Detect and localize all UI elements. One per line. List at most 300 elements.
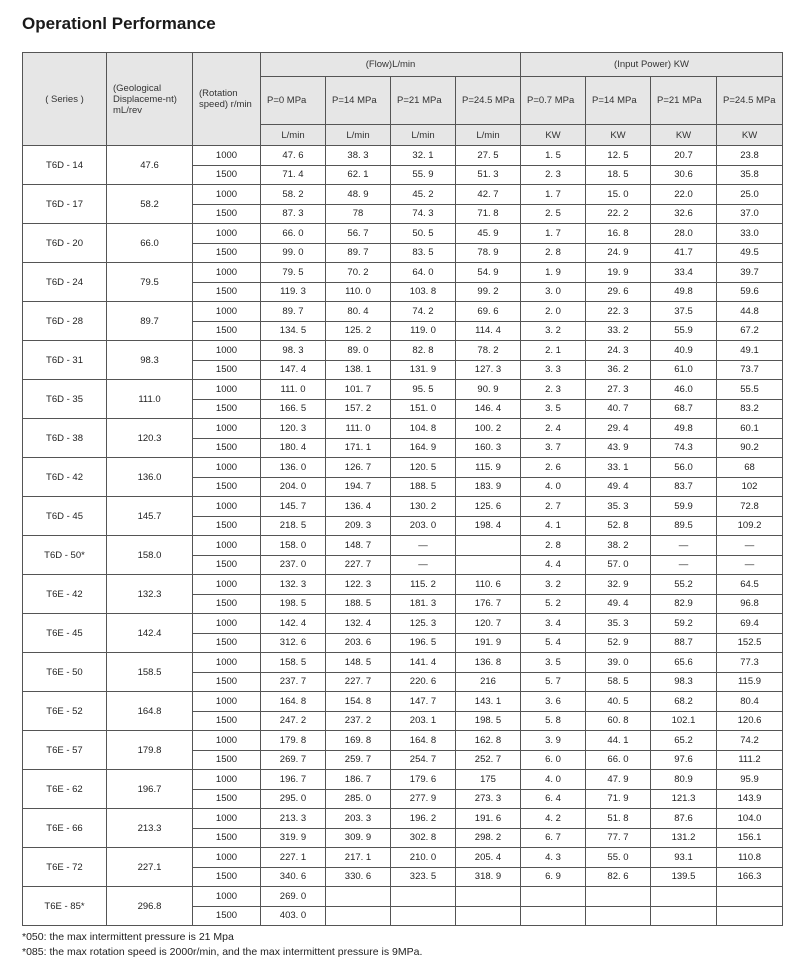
power-unit-header: KW	[651, 125, 717, 146]
speed-cell: 1000	[193, 887, 261, 907]
flow-group-header: (Flow)L/min	[261, 53, 521, 77]
flow-cell: —	[391, 555, 456, 575]
power-cell: 38. 2	[586, 536, 651, 556]
flow-cell: 99. 2	[456, 282, 521, 302]
displacement-cell: 158.0	[107, 536, 193, 575]
series-name-cell: T6E - 42	[23, 575, 107, 614]
displacement-cell: 213.3	[107, 809, 193, 848]
series-name-cell: T6D - 38	[23, 419, 107, 458]
flow-cell: 158. 5	[261, 653, 326, 673]
power-cell: 61.0	[651, 360, 717, 380]
flow-cell: 115. 9	[456, 458, 521, 478]
power-cell: 55.2	[651, 575, 717, 595]
power-cell: 102	[717, 477, 783, 497]
flow-cell: 32. 1	[391, 146, 456, 166]
flow-cell: 110. 0	[326, 282, 391, 302]
flow-cell: 120. 7	[456, 614, 521, 634]
flow-cell: 74. 3	[391, 204, 456, 224]
series-name-cell: T6D - 14	[23, 146, 107, 185]
flow-cell: 180. 4	[261, 438, 326, 458]
series-name-cell: T6D - 28	[23, 302, 107, 341]
speed-cell: 1000	[193, 302, 261, 322]
power-cell: 90.2	[717, 438, 783, 458]
table-row	[23, 146, 783, 166]
flow-cell	[456, 536, 521, 556]
power-cell: 49.1	[717, 341, 783, 361]
power-cell: 66. 0	[586, 750, 651, 770]
speed-cell: 1000	[193, 146, 261, 166]
displacement-cell: 89.7	[107, 302, 193, 341]
flow-cell: 55. 9	[391, 165, 456, 185]
flow-cell: 188. 5	[391, 477, 456, 497]
power-cell: 22.0	[651, 185, 717, 205]
flow-cell: 157. 2	[326, 399, 391, 419]
power-cell	[717, 887, 783, 907]
power-cell: 40. 5	[586, 692, 651, 712]
speed-cell: 1000	[193, 185, 261, 205]
power-cell: 44. 1	[586, 731, 651, 751]
power-cell: 59.6	[717, 282, 783, 302]
series-name-cell: T6D - 17	[23, 185, 107, 224]
flow-cell: 99. 0	[261, 243, 326, 263]
flow-cell: 237. 2	[326, 711, 391, 731]
power-cell: 120.6	[717, 711, 783, 731]
power-cell: 110.8	[717, 848, 783, 868]
flow-cell: 136. 0	[261, 458, 326, 478]
flow-cell: 71. 8	[456, 204, 521, 224]
power-unit-header: KW	[586, 125, 651, 146]
power-cell: 51. 8	[586, 809, 651, 829]
power-cell: 22. 2	[586, 204, 651, 224]
speed-cell: 1500	[193, 360, 261, 380]
flow-cell: 205. 4	[456, 848, 521, 868]
flow-cell: 125. 3	[391, 614, 456, 634]
power-cell: 49.8	[651, 419, 717, 439]
flow-cell: 114. 4	[456, 321, 521, 341]
speed-cell: 1500	[193, 516, 261, 536]
displacement-cell: 142.4	[107, 614, 193, 653]
flow-cell	[456, 906, 521, 926]
power-cell: 23.8	[717, 146, 783, 166]
flow-cell: 62. 1	[326, 165, 391, 185]
flow-cell: 100. 2	[456, 419, 521, 439]
power-cell: 80.9	[651, 770, 717, 790]
power-cell: 2. 1	[521, 341, 586, 361]
power-cell: 65.6	[651, 653, 717, 673]
power-cell: 6. 7	[521, 828, 586, 848]
power-cell: 24. 3	[586, 341, 651, 361]
power-cell: 28.0	[651, 224, 717, 244]
flow-cell: 191. 9	[456, 633, 521, 653]
power-cell: 60. 8	[586, 711, 651, 731]
flow-cell: 98. 3	[261, 341, 326, 361]
power-cell: 2. 7	[521, 497, 586, 517]
flow-cell: 145. 7	[261, 497, 326, 517]
displacement-cell: 120.3	[107, 419, 193, 458]
table-row	[23, 224, 783, 244]
speed-cell: 1500	[193, 399, 261, 419]
power-cell: 58. 5	[586, 672, 651, 692]
flow-cell: 295. 0	[261, 789, 326, 809]
flow-cell: 89. 7	[326, 243, 391, 263]
speed-cell: 1000	[193, 692, 261, 712]
power-cell: 3. 5	[521, 653, 586, 673]
speed-cell: 1000	[193, 224, 261, 244]
power-cell: 59.9	[651, 497, 717, 517]
power-cell: 32.6	[651, 204, 717, 224]
displacement-cell: 158.5	[107, 653, 193, 692]
flow-cell: 196. 2	[391, 809, 456, 829]
power-cell: —	[651, 555, 717, 575]
power-cell: 41.7	[651, 243, 717, 263]
flow-cell: 143. 1	[456, 692, 521, 712]
flow-cell: 302. 8	[391, 828, 456, 848]
power-cell: 33. 2	[586, 321, 651, 341]
power-cell: 3. 6	[521, 692, 586, 712]
power-cell: 27. 3	[586, 380, 651, 400]
flow-cell: 131. 9	[391, 360, 456, 380]
displacement-cell: 164.8	[107, 692, 193, 731]
power-cell: 1. 7	[521, 185, 586, 205]
power-cell	[651, 887, 717, 907]
table-row	[23, 653, 783, 673]
flow-cell: 111. 0	[261, 380, 326, 400]
power-cell: 20.7	[651, 146, 717, 166]
power-cell: 60.1	[717, 419, 783, 439]
power-cell: 4. 2	[521, 809, 586, 829]
speed-cell: 1500	[193, 438, 261, 458]
flow-cell: 158. 0	[261, 536, 326, 556]
power-unit-header: KW	[521, 125, 586, 146]
power-cell	[717, 906, 783, 926]
speed-cell: 1500	[193, 633, 261, 653]
power-cell: 37.0	[717, 204, 783, 224]
flow-cell: 64. 0	[391, 263, 456, 283]
flow-cell: 147. 4	[261, 360, 326, 380]
flow-cell: 45. 2	[391, 185, 456, 205]
flow-cell: 119. 0	[391, 321, 456, 341]
power-cell	[586, 906, 651, 926]
power-cell: 3. 7	[521, 438, 586, 458]
flow-unit-header: L/min	[456, 125, 521, 146]
flow-cell: 130. 2	[391, 497, 456, 517]
flow-cell: 71. 4	[261, 165, 326, 185]
flow-cell: 111. 0	[326, 419, 391, 439]
power-cell: 1. 5	[521, 146, 586, 166]
power-cell: 4. 1	[521, 516, 586, 536]
power-cell: 83.7	[651, 477, 717, 497]
displacement-cell: 179.8	[107, 731, 193, 770]
flow-cell: 120. 3	[261, 419, 326, 439]
flow-pressure-header: P=0 MPa	[261, 77, 326, 125]
power-cell: 82.9	[651, 594, 717, 614]
power-cell: 32. 9	[586, 575, 651, 595]
flow-cell: 323. 5	[391, 867, 456, 887]
power-cell: 2. 6	[521, 458, 586, 478]
table-row	[23, 770, 783, 790]
power-cell: 2. 3	[521, 165, 586, 185]
flow-cell: 110. 6	[456, 575, 521, 595]
flow-cell: 78. 9	[456, 243, 521, 263]
power-cell: 72.8	[717, 497, 783, 517]
speed-cell: 1500	[193, 477, 261, 497]
flow-cell: 141. 4	[391, 653, 456, 673]
flow-cell: 151. 0	[391, 399, 456, 419]
power-cell: 55.5	[717, 380, 783, 400]
speed-cell: 1000	[193, 653, 261, 673]
flow-cell: 148. 7	[326, 536, 391, 556]
power-cell: 111.2	[717, 750, 783, 770]
displacement-cell: 296.8	[107, 887, 193, 926]
flow-cell: 38. 3	[326, 146, 391, 166]
flow-cell: 79. 5	[261, 263, 326, 283]
flow-pressure-header: P=14 MPa	[326, 77, 391, 125]
power-cell: 93.1	[651, 848, 717, 868]
flow-cell: 403. 0	[261, 906, 326, 926]
power-cell: 47. 9	[586, 770, 651, 790]
power-cell: 35. 3	[586, 614, 651, 634]
flow-cell: 191. 6	[456, 809, 521, 829]
footnote: *085: the max rotation speed is 2000r/min, and the max intermittent pressure is 9MPa.	[22, 946, 423, 958]
flow-cell: 89. 0	[326, 341, 391, 361]
power-cell: 102.1	[651, 711, 717, 731]
flow-cell: 181. 3	[391, 594, 456, 614]
power-cell: 3. 4	[521, 614, 586, 634]
power-cell: 139.5	[651, 867, 717, 887]
flow-cell: 203. 0	[391, 516, 456, 536]
power-cell: 74.3	[651, 438, 717, 458]
power-cell: 5. 8	[521, 711, 586, 731]
speed-cell: 1500	[193, 243, 261, 263]
flow-cell: 146. 4	[456, 399, 521, 419]
flow-cell: —	[391, 536, 456, 556]
flow-cell: 309. 9	[326, 828, 391, 848]
flow-cell: 126. 7	[326, 458, 391, 478]
flow-cell: 216	[456, 672, 521, 692]
power-cell	[521, 887, 586, 907]
power-cell: 29. 6	[586, 282, 651, 302]
flow-cell: 80. 4	[326, 302, 391, 322]
series-header: ( Series )	[23, 53, 107, 146]
speed-cell: 1000	[193, 575, 261, 595]
table-row	[23, 380, 783, 400]
power-cell: 33.0	[717, 224, 783, 244]
power-cell: 43. 9	[586, 438, 651, 458]
power-cell: 65.2	[651, 731, 717, 751]
flow-cell: 198. 5	[261, 594, 326, 614]
flow-cell: 237. 0	[261, 555, 326, 575]
flow-cell: 330. 6	[326, 867, 391, 887]
power-cell: 95.9	[717, 770, 783, 790]
speed-cell: 1500	[193, 594, 261, 614]
flow-cell: 210. 0	[391, 848, 456, 868]
performance-table	[22, 52, 783, 926]
series-name-cell: T6D - 45	[23, 497, 107, 536]
power-cell: 4. 0	[521, 477, 586, 497]
flow-cell: 48. 9	[326, 185, 391, 205]
flow-cell: 340. 6	[261, 867, 326, 887]
flow-cell: 66. 0	[261, 224, 326, 244]
speed-cell: 1000	[193, 458, 261, 478]
speed-cell: 1500	[193, 906, 261, 926]
flow-cell: 196. 7	[261, 770, 326, 790]
power-cell: 12. 5	[586, 146, 651, 166]
flow-cell: 204. 0	[261, 477, 326, 497]
power-cell: 49. 4	[586, 594, 651, 614]
flow-cell: 285. 0	[326, 789, 391, 809]
flow-cell: 50. 5	[391, 224, 456, 244]
flow-cell: 198. 4	[456, 516, 521, 536]
flow-cell: 252. 7	[456, 750, 521, 770]
flow-cell: 103. 8	[391, 282, 456, 302]
flow-cell: 58. 2	[261, 185, 326, 205]
flow-cell: 169. 8	[326, 731, 391, 751]
table-row	[23, 887, 783, 907]
power-cell: 131.2	[651, 828, 717, 848]
flow-cell: 148. 5	[326, 653, 391, 673]
power-cell: 3. 9	[521, 731, 586, 751]
table-body	[23, 146, 783, 926]
flow-cell: 164. 8	[391, 731, 456, 751]
speed-cell: 1000	[193, 263, 261, 283]
power-cell: 68.7	[651, 399, 717, 419]
flow-cell: 164. 9	[391, 438, 456, 458]
flow-cell: 298. 2	[456, 828, 521, 848]
flow-pressure-header: P=21 MPa	[391, 77, 456, 125]
power-cell: 82. 6	[586, 867, 651, 887]
displacement-header: (Geological Displaceme-nt) mL/rev	[107, 53, 193, 146]
displacement-cell: 227.1	[107, 848, 193, 887]
power-cell: 18. 5	[586, 165, 651, 185]
displacement-cell: 145.7	[107, 497, 193, 536]
power-cell: 77.3	[717, 653, 783, 673]
flow-cell: 54. 9	[456, 263, 521, 283]
power-cell: 6. 0	[521, 750, 586, 770]
power-group-header: (Input Power) KW	[521, 53, 783, 77]
power-cell: 64.5	[717, 575, 783, 595]
displacement-cell: 111.0	[107, 380, 193, 419]
flow-cell	[456, 887, 521, 907]
flow-cell: 154. 8	[326, 692, 391, 712]
flow-cell: 209. 3	[326, 516, 391, 536]
flow-cell: 115. 2	[391, 575, 456, 595]
speed-cell: 1000	[193, 848, 261, 868]
power-cell: 55. 0	[586, 848, 651, 868]
power-cell: 68	[717, 458, 783, 478]
flow-cell: 142. 4	[261, 614, 326, 634]
power-cell: 52. 9	[586, 633, 651, 653]
flow-cell: 164. 8	[261, 692, 326, 712]
flow-cell: 120. 5	[391, 458, 456, 478]
power-cell: 69.4	[717, 614, 783, 634]
series-name-cell: T6D - 24	[23, 263, 107, 302]
flow-cell: 247. 2	[261, 711, 326, 731]
displacement-cell: 66.0	[107, 224, 193, 263]
power-cell: 2. 5	[521, 204, 586, 224]
power-cell: —	[651, 536, 717, 556]
power-cell: 156.1	[717, 828, 783, 848]
flow-cell: 87. 3	[261, 204, 326, 224]
power-pressure-header: P=21 MPa	[651, 77, 717, 125]
flow-unit-header: L/min	[326, 125, 391, 146]
table-row	[23, 575, 783, 595]
power-cell: 16. 8	[586, 224, 651, 244]
power-pressure-header: P=14 MPa	[586, 77, 651, 125]
flow-cell: 134. 5	[261, 321, 326, 341]
power-cell: 97.6	[651, 750, 717, 770]
power-cell: 37.5	[651, 302, 717, 322]
flow-cell: 171. 1	[326, 438, 391, 458]
speed-header: (Rotation speed) r/min	[193, 53, 261, 146]
flow-cell: 122. 3	[326, 575, 391, 595]
power-cell: 33. 1	[586, 458, 651, 478]
power-cell: 121.3	[651, 789, 717, 809]
speed-cell: 1500	[193, 555, 261, 575]
table-row	[23, 692, 783, 712]
power-cell: 46.0	[651, 380, 717, 400]
flow-cell: 203. 3	[326, 809, 391, 829]
power-cell: 115.9	[717, 672, 783, 692]
series-name-cell: T6D - 35	[23, 380, 107, 419]
power-cell: 2. 8	[521, 243, 586, 263]
power-cell: 88.7	[651, 633, 717, 653]
flow-cell: 186. 7	[326, 770, 391, 790]
flow-cell: 51. 3	[456, 165, 521, 185]
power-cell: 29. 4	[586, 419, 651, 439]
speed-cell: 1500	[193, 828, 261, 848]
power-cell: 1. 7	[521, 224, 586, 244]
flow-cell: 45. 9	[456, 224, 521, 244]
power-cell: 80.4	[717, 692, 783, 712]
speed-cell: 1500	[193, 789, 261, 809]
power-cell: 24. 9	[586, 243, 651, 263]
flow-cell: 136. 8	[456, 653, 521, 673]
power-cell: 6. 9	[521, 867, 586, 887]
flow-cell: 273. 3	[456, 789, 521, 809]
speed-cell: 1500	[193, 204, 261, 224]
flow-cell: 198. 5	[456, 711, 521, 731]
flow-cell: 147. 7	[391, 692, 456, 712]
flow-cell: 119. 3	[261, 282, 326, 302]
power-cell	[651, 906, 717, 926]
flow-cell: 175	[456, 770, 521, 790]
power-cell: 49.8	[651, 282, 717, 302]
flow-cell	[391, 906, 456, 926]
flow-cell: 176. 7	[456, 594, 521, 614]
displacement-cell: 47.6	[107, 146, 193, 185]
power-cell: 49.5	[717, 243, 783, 263]
flow-cell: 254. 7	[391, 750, 456, 770]
flow-cell: 95. 5	[391, 380, 456, 400]
flow-cell: 83. 5	[391, 243, 456, 263]
flow-cell: 218. 5	[261, 516, 326, 536]
power-cell: 98.3	[651, 672, 717, 692]
power-cell: 3. 0	[521, 282, 586, 302]
power-cell: 104.0	[717, 809, 783, 829]
table-row	[23, 614, 783, 634]
power-cell: 30.6	[651, 165, 717, 185]
speed-cell: 1000	[193, 770, 261, 790]
power-cell: 5. 7	[521, 672, 586, 692]
power-cell: 19. 9	[586, 263, 651, 283]
series-name-cell: T6E - 72	[23, 848, 107, 887]
power-cell: 109.2	[717, 516, 783, 536]
footnote: *050: the max intermittent pressure is 21 Mpa	[22, 931, 234, 943]
power-cell: 5. 2	[521, 594, 586, 614]
flow-unit-header: L/min	[261, 125, 326, 146]
table-row	[23, 419, 783, 439]
speed-cell: 1000	[193, 614, 261, 634]
